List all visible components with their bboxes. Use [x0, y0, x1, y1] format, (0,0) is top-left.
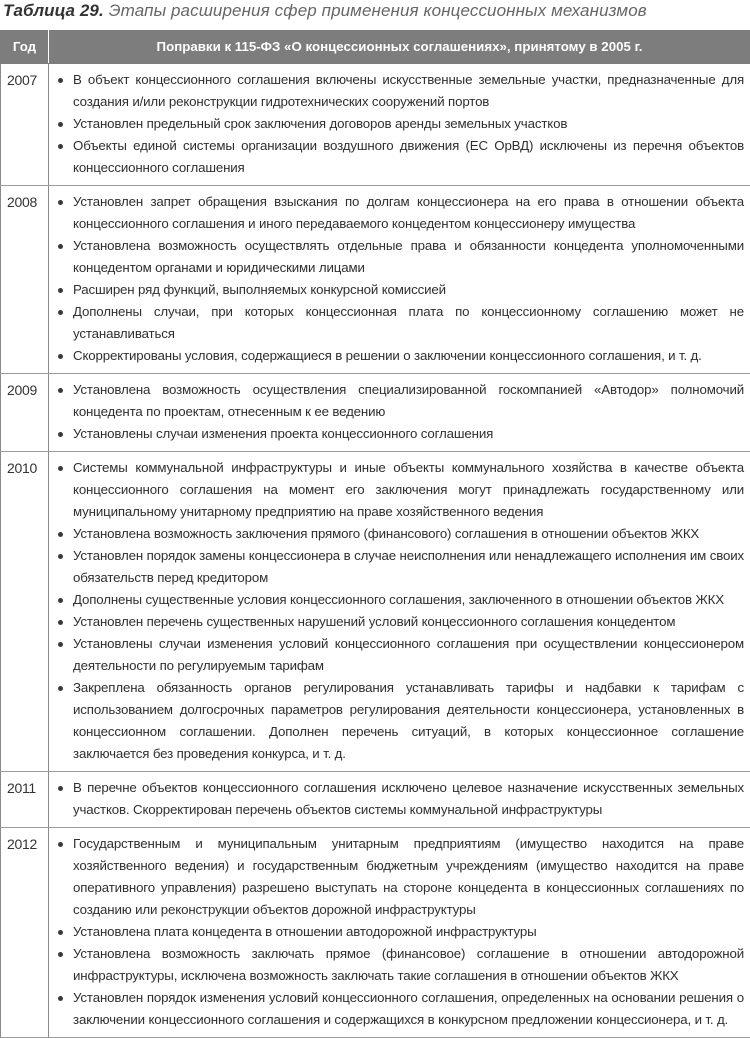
- list-item: [55, 423, 744, 445]
- year-cell: 2012: [1, 828, 49, 1038]
- list-item: [55, 677, 744, 765]
- bullet-icon: [58, 620, 63, 625]
- list-item: [55, 611, 744, 633]
- bullet-icon: [58, 786, 63, 791]
- amendment-text: Установлена возможность заключения прямого (финансового) соглашения в отношении объектов ЖКХ: [73, 526, 699, 541]
- bullet-icon: [58, 310, 63, 315]
- list-item: [55, 921, 744, 943]
- list-item: [55, 191, 744, 235]
- amendment-text: Расширен ряд функций, выполняемых конкурсной комиссией: [73, 282, 446, 297]
- table-row: [1, 374, 750, 452]
- table-row: [1, 828, 750, 1038]
- amendment-text: Дополнены существенные условия концессионного соглашения, заключенного в отношении объектов ЖКХ: [73, 592, 724, 607]
- bullet-icon: [58, 598, 63, 603]
- year-cell: 2009: [1, 374, 49, 452]
- amendments-cell: [49, 772, 750, 828]
- amendments-cell: [49, 828, 750, 1038]
- amendment-text: Установлен порядок замены концессионера в случае неисполнения или ненадлежащего исполнения им своих обязательств перед кредитором: [73, 548, 744, 585]
- amendment-text: Установлена плата концедента в отношении автодорожной инфраструктуры: [73, 924, 537, 939]
- amendment-text: Закреплена обязанность органов регулирования устанавливать тарифы и надбавки к тарифам с использованием долгосрочных параметров регулирования деятельности концессионера, установленных в концессионном соглашении. Дополнен перечень ситуаций, в которых концессионное соглашение заключается без проведения конкурса, и т. д.: [73, 680, 744, 761]
- list-item: [55, 279, 744, 301]
- bullet-icon: [58, 244, 63, 249]
- bullet-icon: [58, 554, 63, 559]
- amendment-text: Установлены случаи изменения проекта концессионного соглашения: [73, 426, 493, 441]
- amendments-cell: [49, 64, 750, 186]
- amendment-text: Системы коммунальной инфраструктуры и иные объекты коммунального хозяйства в качестве объекта концессионного соглашения на момент его заключения могут принадлежать государственному или муниципальному унитарному предприятию на праве хозяйственного ведения: [73, 460, 744, 519]
- bullet-icon: [58, 288, 63, 293]
- bullet-icon: [58, 78, 63, 83]
- list-item: [55, 301, 744, 345]
- amendment-list: [55, 833, 744, 1031]
- list-item: [55, 545, 744, 589]
- amendment-text: Установлены случаи изменения условий концессионного соглашения при осуществлении концессионером деятельности по регулируемым тарифам: [73, 636, 744, 673]
- table-caption: [0, 0, 750, 30]
- table-body: [1, 64, 750, 1038]
- amendment-text: Установлен запрет обращения взыскания по долгам концессионера на его права в отношении объекта концессионного соглашения и иного передаваемого концедентом концессионеру имущества: [73, 194, 744, 231]
- amendments-cell: [49, 186, 750, 374]
- amendment-list: [55, 69, 744, 179]
- amendment-text: Установлена возможность заключать прямое (финансовое) соглашение в отношении автодорожной инфраструктуры, исключена возможность заключать такие соглашения в отношении объектов ЖКХ: [73, 946, 744, 983]
- bullet-icon: [58, 842, 63, 847]
- amendment-list: [55, 191, 744, 367]
- table-row: [1, 452, 750, 772]
- list-item: [55, 833, 744, 921]
- list-item: [55, 523, 744, 545]
- amendment-text: В перечне объектов концессионного соглашения исключено целевое назначение искусственных земельных участков. Скорректирован перечень объектов системы коммунальной инфраструктуры: [73, 780, 744, 817]
- list-item: [55, 987, 744, 1031]
- table-caption-label: Таблица 29.: [3, 1, 104, 20]
- table-row: [1, 186, 750, 374]
- amendment-text: Установлена возможность осуществлять отдельные права и обязанности концедента уполномоченными концедентом органами и юридическими лицами: [73, 238, 744, 275]
- amendment-list: [55, 457, 744, 765]
- list-item: [55, 69, 744, 113]
- year-cell: 2011: [1, 772, 49, 828]
- bullet-icon: [58, 996, 63, 1001]
- concession-amendments-table: [0, 30, 750, 1038]
- amendment-text: Государственным и муниципальным унитарным предприятиям (имущество находится на праве хозяйственного ведения) и государственным бюджетным учреждениям (имущество находится на праве оперативного управления) разрешено выступать на стороне концедента в концессионных соглашениях по созданию или реконструкции объектов дорожной инфраструктуры: [73, 836, 744, 917]
- list-item: [55, 113, 744, 135]
- table-caption-title: Этапы расширения сфер применения концессионных механизмов: [109, 1, 647, 20]
- amendment-text: Объекты единой системы организации воздушного движения (ЕС ОрВД) исключены из перечня объектов концессионного соглашения: [73, 138, 744, 175]
- column-header-amendments: Поправки к 115-ФЗ «О концессионных соглашениях», принятому в 2005 г.: [49, 31, 750, 64]
- bullet-icon: [58, 144, 63, 149]
- list-item: [55, 135, 744, 179]
- amendment-text: Установлена возможность осуществления специализированной госкомпанией «Автодор» полномочий концедента по проектам, отнесенным к ее ведению: [73, 382, 744, 419]
- amendment-text: В объект концессионного соглашения включены искусственные земельные участки, предназначенные для создания и/или реконструкции гидротехнических сооружений портов: [73, 72, 744, 109]
- amendment-text: Дополнены случаи, при которых концессионная плата по концессионному соглашению может не устанавливаться: [73, 304, 744, 341]
- bullet-icon: [58, 354, 63, 359]
- bullet-icon: [58, 122, 63, 127]
- list-item: [55, 777, 744, 821]
- table-row: [1, 64, 750, 186]
- list-item: [55, 589, 744, 611]
- table-header-row: [1, 31, 750, 64]
- year-cell: 2010: [1, 452, 49, 772]
- year-cell: 2008: [1, 186, 49, 374]
- bullet-icon: [58, 200, 63, 205]
- list-item: [55, 943, 744, 987]
- amendment-list: [55, 379, 744, 445]
- amendment-text: Установлен предельный срок заключения договоров аренды земельных участков: [73, 116, 567, 131]
- amendments-cell: [49, 452, 750, 772]
- list-item: [55, 235, 744, 279]
- bullet-icon: [58, 686, 63, 691]
- list-item: [55, 633, 744, 677]
- list-item: [55, 345, 744, 367]
- amendment-list: [55, 777, 744, 821]
- amendment-text: Установлен порядок изменения условий концессионного соглашения, определенных на основании решения о заключении концессионного соглашения и содержащихся в конкурсном предложении концессионера, и т. д.: [73, 990, 744, 1027]
- amendment-text: Установлен перечень существенных нарушений условий концессионного соглашения концедентом: [73, 614, 675, 629]
- table-row: [1, 772, 750, 828]
- amendment-text: Скорректированы условия, содержащиеся в решении о заключении концессионного соглашения, и т. д.: [73, 348, 702, 363]
- list-item: [55, 379, 744, 423]
- bullet-icon: [58, 930, 63, 935]
- column-header-year: Год: [1, 31, 49, 64]
- bullet-icon: [58, 642, 63, 647]
- bullet-icon: [58, 432, 63, 437]
- bullet-icon: [58, 952, 63, 957]
- bullet-icon: [58, 532, 63, 537]
- bullet-icon: [58, 388, 63, 393]
- bullet-icon: [58, 466, 63, 471]
- list-item: [55, 457, 744, 523]
- year-cell: 2007: [1, 64, 49, 186]
- amendments-cell: [49, 374, 750, 452]
